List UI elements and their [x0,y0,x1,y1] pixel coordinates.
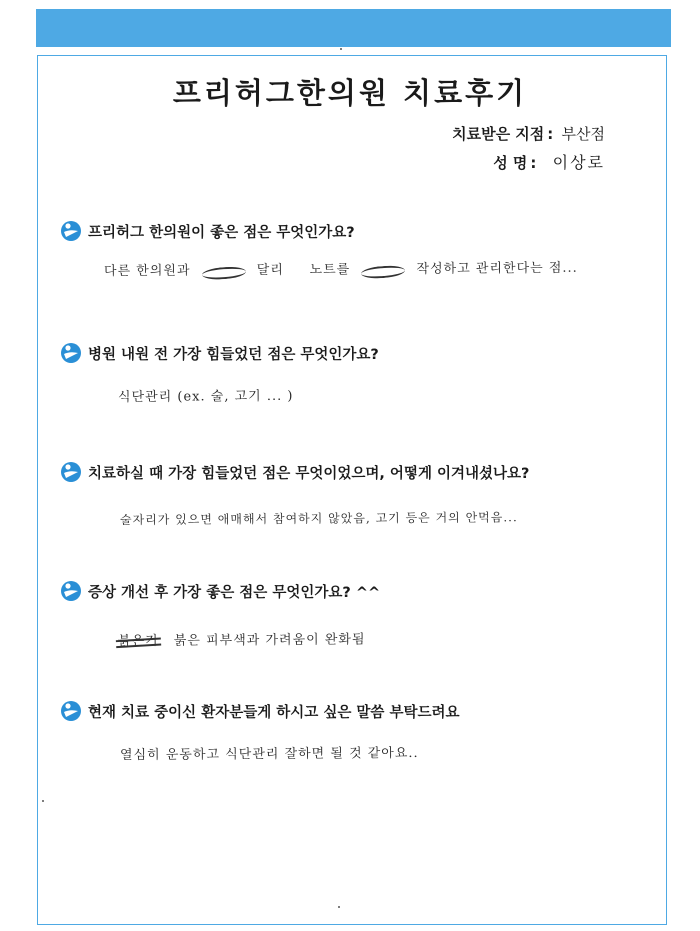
qa-item-2 [60,342,650,405]
hug-logo-icon [60,342,82,364]
hug-logo-icon [60,700,82,722]
question-1-text: 프리허그 한의원이 좋은 점은 무엇인가요? [88,224,355,241]
name-value: 이상로 [552,153,605,172]
qa-item-3 [60,461,650,528]
question-4 [60,580,650,602]
question-2 [60,342,650,364]
hug-logo-icon [60,220,82,242]
branch-value: 부산점 [561,125,605,143]
answer-4 [118,626,650,649]
name-line: 성 명 : 이상로 [493,153,605,172]
question-2-text: 병원 내원 전 가장 힘들었던 점은 무엇인가요? [88,346,379,363]
scan-speck [338,906,340,908]
header-band [36,9,671,47]
qa-item-4 [60,580,650,649]
qa-item-1 [60,220,650,279]
question-4-text: 증상 개선 후 가장 좋은 점은 무엇인가요? ^^ [88,584,381,601]
question-3-text: 치료하실 때 가장 힘들었던 점은 무엇이었으며, 어떻게 이겨내셨나요? [88,465,530,482]
scan-speck [340,48,342,50]
question-1 [60,220,650,242]
branch-label: 치료받은 지점 [452,125,545,143]
scan-speck [42,800,44,802]
answer-1 [104,256,650,279]
hug-logo-icon [60,580,82,602]
answer-3: 술자리가 있으면 애매해서 참여하지 않았음, 고기 등은 거의 안먹음... [119,510,518,527]
answer-5: 열심히 운동하고 식단관리 잘하면 될 것 같아요.. [119,745,419,763]
question-5-text: 현재 치료 중이신 환자분들게 하시고 싶은 말씀 부탁드려요 [88,704,460,721]
question-3 [60,461,650,483]
answer-1-mid: 달리 [256,262,284,278]
branch-line: 치료받은 지점 : 부산점 [452,125,605,143]
scribble-mark [361,263,405,275]
question-5 [60,700,650,722]
qa-item-5 [60,700,650,763]
answer-1-mid2: 노트를 [309,262,351,278]
answer-4-text: 붉은 피부색과 가려움이 완화됨 [173,632,366,649]
hug-logo-icon [60,461,82,483]
scribble-mark [202,265,246,277]
name-label: 성 명 [493,154,528,172]
page-title: 프리허그한의원 치료후기 [172,76,528,110]
struck-text: 붉은기 [118,630,159,649]
answer-1-pre: 다른 한의원과 [103,263,191,279]
answer-2: 식단관리 (ex. 술, 고기 ... ) [117,388,294,405]
answer-1-post: 작성하고 관리한다는 점... [416,260,578,277]
